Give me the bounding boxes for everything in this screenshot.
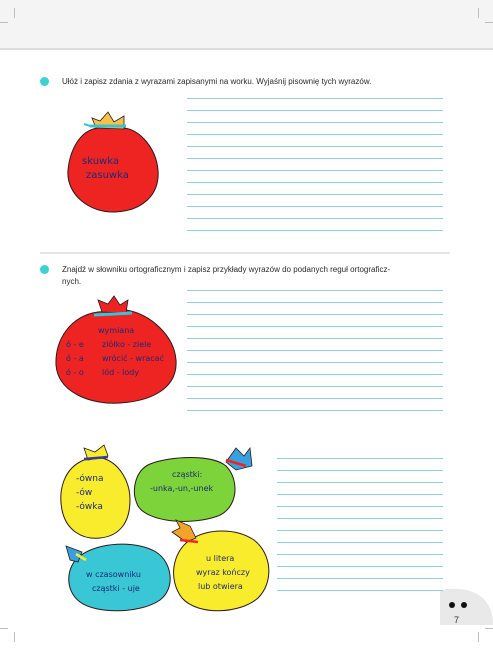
- bag-yellow-line: -ówna: [76, 474, 104, 484]
- page-number: 7: [454, 615, 460, 625]
- bag-wymiana-rule: ó - e: [66, 340, 84, 349]
- task2-instruction-line2: nych.: [62, 277, 82, 286]
- bag-yellow2-line: wyraz kończy: [196, 568, 250, 577]
- bag-green-line: -unka,-un,-unek: [150, 484, 214, 493]
- task2-instruction-line1: Znajdź w słowniku ortograficznym i zapisz przykłady wyrazów do podanych reguł ortograficz-: [62, 265, 391, 274]
- yellow-bag-owna: [61, 445, 130, 538]
- yellow-bag-u-litera: [172, 520, 269, 611]
- bag-cyan-line: w czasowniku: [86, 570, 141, 579]
- bag-wymiana-title: wymiana: [98, 326, 135, 335]
- task2-bullet-icon: [40, 265, 49, 274]
- bag-yellow-line: -ówka: [76, 502, 103, 512]
- task2-writing-lines-bottom: [277, 458, 443, 598]
- section-divider: [40, 252, 450, 254]
- bag-yellow2-line: lub otwiera: [198, 582, 243, 591]
- eyes-icon: [440, 589, 493, 625]
- bag-yellow-line: -ów: [76, 488, 93, 498]
- bag-wymiana-rule: ó - a: [66, 354, 84, 363]
- bag-yellow2-line: u litera: [206, 554, 235, 563]
- bag-green-line: cząstki:: [172, 470, 203, 479]
- bag-cyan-line: cząstki - uje: [92, 584, 140, 593]
- bag-wymiana-rule: ó - o: [66, 368, 84, 377]
- bag-wymiana-example: ziółko - ziele: [102, 340, 152, 349]
- task2-writing-lines-top: [187, 290, 443, 430]
- bag-wymiana-example: lód - lody: [102, 368, 140, 377]
- bag-wymiana-example: wrócić - wracać: [102, 354, 164, 363]
- bag-word-zasuwka: zasuwka: [86, 170, 129, 181]
- bag-word-skuwka: skuwka: [82, 156, 119, 167]
- red-bag-wymiana: [56, 296, 176, 403]
- task1-instruction: Ułóż i zapisz zdania z wyrazami zapisanymi na worku. Wyjaśnij pisownię tych wyrazów.: [62, 77, 372, 86]
